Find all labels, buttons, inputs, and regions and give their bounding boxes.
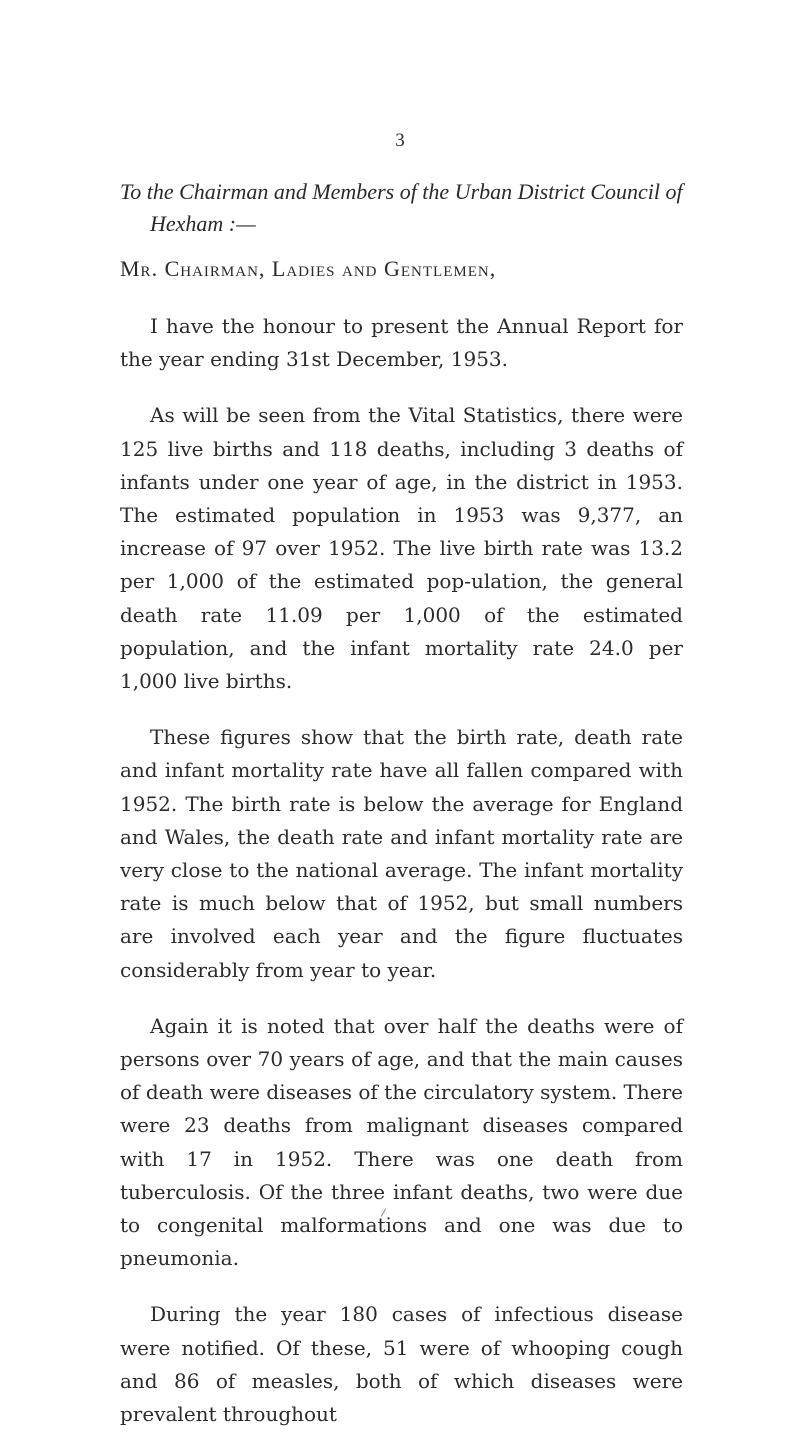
- paragraph-rate-comparison: These figures show that the birth rate, death rate and infant mortality rate have all fallen compared with 1952. The birth rate is below the average for England and Wales, the death rate and infant mortality rate are very close to the national average. The infant mortality rate is much below that of 1952, but small numbers are involved each year and the figure fluctuates considerably from year to year.: [120, 725, 683, 982]
- address-line-2: Hexham :—: [150, 211, 256, 236]
- paragraph-causes-of-death: Again it is noted that over half the deaths were of persons over 70 years of age, and that the main causes of death were diseases of the circulatory system. There were 23 deaths from malignant diseases compared with 17 in 1952. There was one death from tuberculosis. Of the three infant deaths, two were due to congenital malformations and one was due to pneumonia.: [120, 1013, 683, 1271]
- address-line-1: To the Chairman and Members of the Urban District Council of: [120, 179, 683, 204]
- letter-salutation: Mr. Chairman, Ladies and Gentlemen,: [120, 256, 497, 281]
- letter-address: [120, 176, 690, 240]
- letter-body: [120, 310, 683, 1454]
- paragraph-infectious-disease: During the year 180 cases of infectious disease were notified. Of these, 51 were of whooping cough and 86 of measles, both of which diseases were prevalent throughout: [120, 1302, 683, 1427]
- paragraph-vital-statistics: As will be seen from the Vital Statistics, there were 125 live births and 118 deaths, including 3 deaths of infants under one year of age, in the district in 1953. The estimated population in 1953 was 9,377, an increase of 97 over 1952. The live birth rate was 13.2 per 1,000 of the estimated pop-ulation, the general death rate 11.09 per 1,000 of the estimated population, and the infant mortality rate 24.0 per 1,000 live births.: [120, 403, 683, 694]
- paragraph-intro: I have the honour to present the Annual Report for the year ending 31st December, 1953.: [120, 314, 683, 372]
- page-number: 3: [395, 130, 405, 151]
